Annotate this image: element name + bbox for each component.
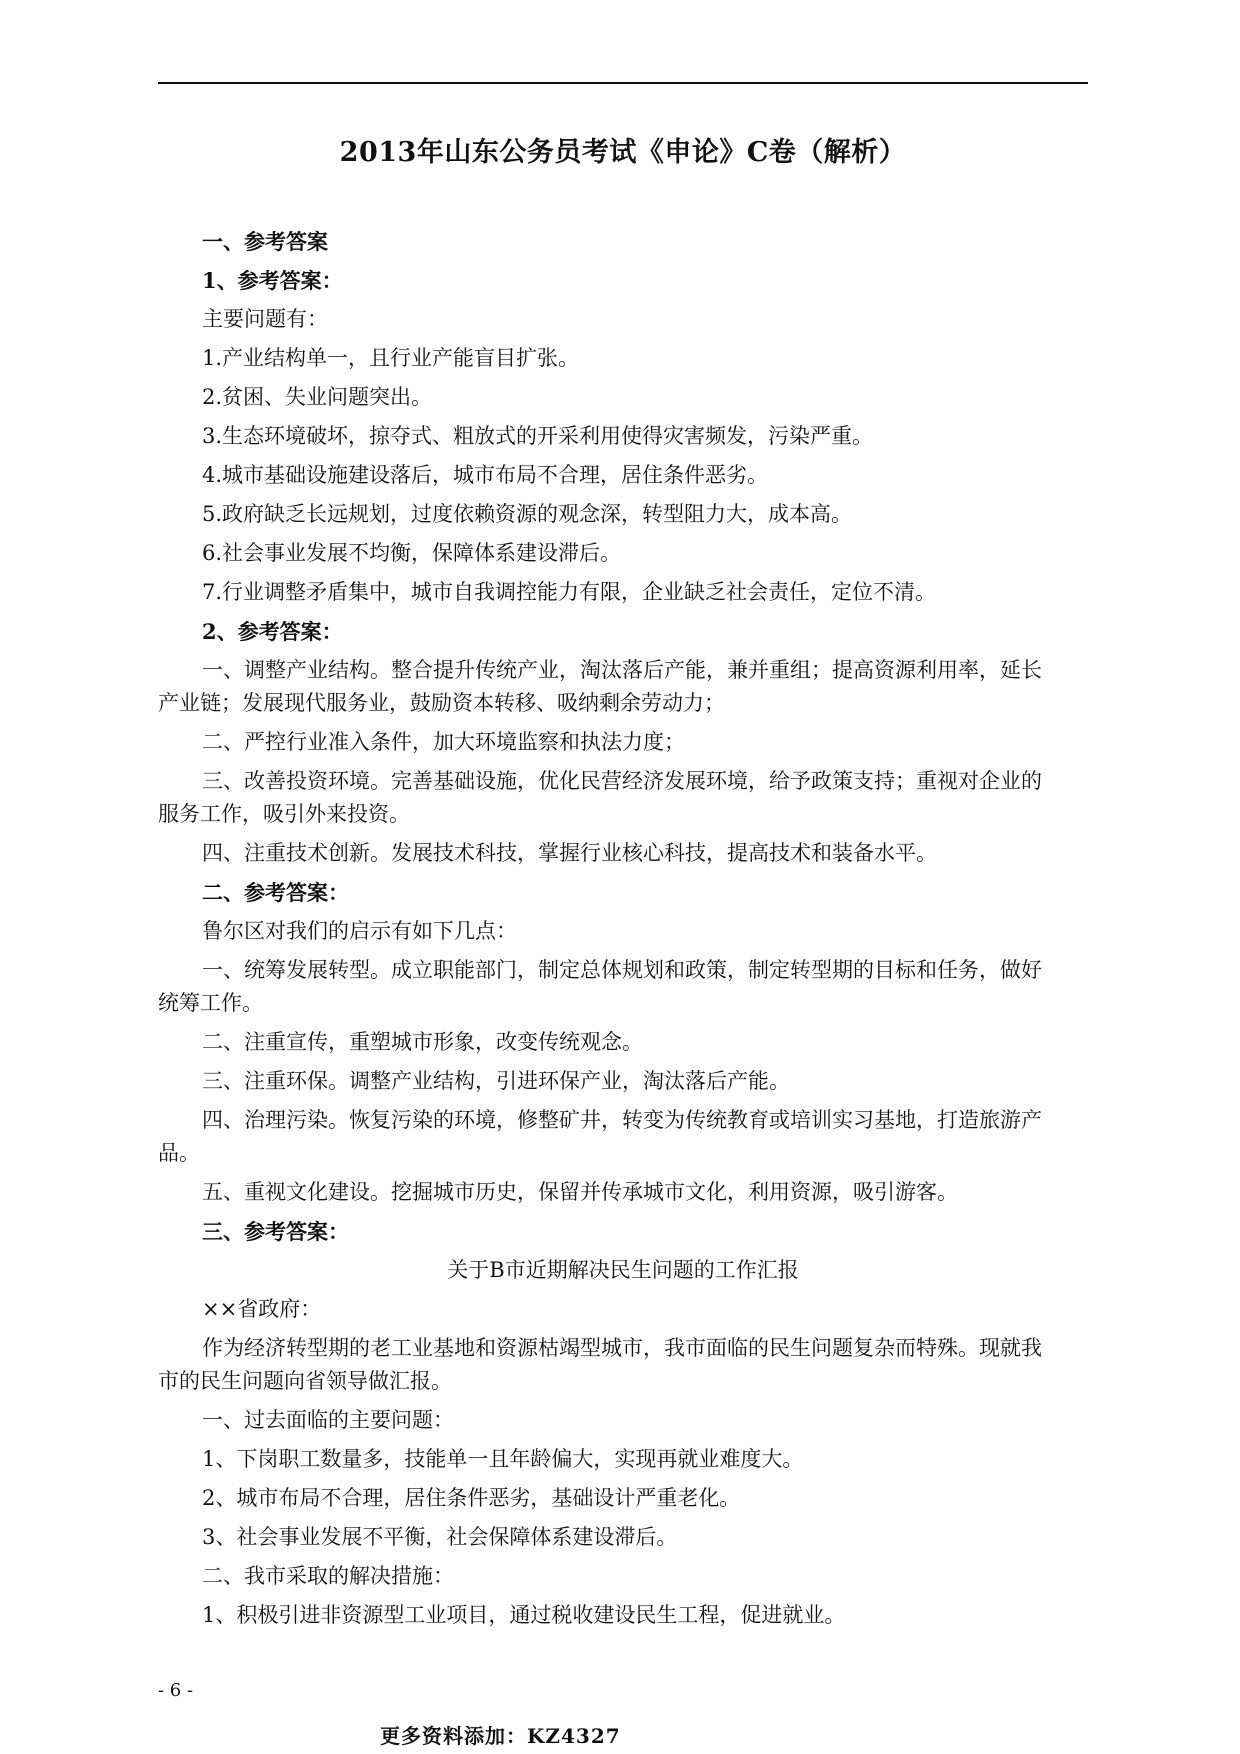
report-intro-continuation: 市的民生问题向省领导做汇报。 <box>158 1369 452 1393</box>
q2-paragraph: 一、调整产业结构。整合提升传统产业，淘汰落后产能，兼并重组；提高资源利用率，延长 <box>202 658 1042 682</box>
q1-item: 4.城市基础设施建设落后，城市布局不合理，居住条件恶劣。 <box>202 463 769 487</box>
q1-header: 1、参考答案： <box>202 268 343 293</box>
header-rule <box>158 82 1088 84</box>
report-intro: 作为经济转型期的老工业基地和资源枯竭型城市，我市面临的民生问题复杂而特殊。现就我 <box>202 1336 1042 1360</box>
q1-item: 1.产业结构单一，且行业产能盲目扩张。 <box>202 346 580 370</box>
document-body <box>158 222 1088 1635</box>
part2-paragraph-continuation: 统筹工作。 <box>158 991 263 1015</box>
part2-intro: 鲁尔区对我们的启示有如下几点： <box>202 919 517 943</box>
problem-item: 3、社会事业发展不平衡，社会保障体系建设滞后。 <box>202 1525 678 1549</box>
report-title: 关于B市近期解决民生问题的工作汇报 <box>447 1258 799 1282</box>
problem-item: 2、城市布局不合理，居住条件恶劣，基础设计严重老化。 <box>202 1486 741 1510</box>
q1-item: 7.行业调整矛盾集中，城市自我调控能力有限，企业缺乏社会责任，定位不清。 <box>202 580 937 604</box>
q1-item: 5.政府缺乏长远规划，过度依赖资源的观念深，转型阻力大，成本高。 <box>202 502 853 526</box>
part2-paragraph-continuation: 品。 <box>158 1141 200 1165</box>
q2-header: 2、参考答案： <box>202 619 343 644</box>
q2-paragraph: 四、注重技术创新。发展技术科技，掌握行业核心科技，提高技术和装备水平。 <box>202 841 937 865</box>
q1-item: 6.社会事业发展不均衡，保障体系建设滞后。 <box>202 541 622 565</box>
problem-item: 1、下岗职工数量多，技能单一且年龄偏大，实现再就业难度大。 <box>202 1447 804 1471</box>
part3-header: 三、参考答案： <box>202 1219 349 1244</box>
q1-intro: 主要问题有： <box>202 307 328 331</box>
report-salutation: ××省政府： <box>202 1297 322 1321</box>
q1-item: 3.生态环境破坏，掠夺式、粗放式的开采利用使得灾害频发，污染严重。 <box>202 424 874 448</box>
measure-item: 1、积极引进非资源型工业项目，通过税收建设民生工程，促进就业。 <box>202 1603 846 1627</box>
part2-paragraph: 三、注重环保。调整产业结构，引进环保产业，淘汰落后产能。 <box>202 1069 790 1093</box>
problems-header: 一、过去面临的主要问题： <box>202 1408 454 1432</box>
part2-paragraph: 五、重视文化建设。挖掘城市历史，保留并传承城市文化，利用资源，吸引游客。 <box>202 1180 958 1204</box>
part2-paragraph: 一、统筹发展转型。成立职能部门，制定总体规划和政策，制定转型期的目标和任务，做好 <box>202 958 1042 982</box>
part2-header: 二、参考答案： <box>202 880 349 905</box>
footer-promo: 更多资料添加：KZ4327 <box>380 1724 621 1748</box>
page-number: - 6 - <box>158 1680 194 1701</box>
q2-paragraph: 三、改善投资环境。完善基础设施，优化民营经济发展环境，给予政策支持；重视对企业的 <box>202 769 1042 793</box>
answers-header: 一、参考答案 <box>202 229 328 254</box>
document-title: 2013年山东公务员考试《申论》C卷（解析） <box>339 137 907 168</box>
part2-paragraph: 二、注重宣传，重塑城市形象，改变传统观念。 <box>202 1030 643 1054</box>
part2-paragraph: 四、治理污染。恢复污染的环境，修整矿井，转变为传统教育或培训实习基地，打造旅游产 <box>202 1108 1042 1132</box>
q1-item: 2.贫困、失业问题突出。 <box>202 385 433 409</box>
q2-paragraph-continuation: 服务工作，吸引外来投资。 <box>158 802 410 826</box>
q2-paragraph: 二、严控行业准入条件，加大环境监察和执法力度； <box>202 730 685 754</box>
measures-header: 二、我市采取的解决措施： <box>202 1564 454 1588</box>
q2-paragraph-continuation: 产业链；发展现代服务业，鼓励资本转移、吸纳剩余劳动力； <box>158 691 725 715</box>
